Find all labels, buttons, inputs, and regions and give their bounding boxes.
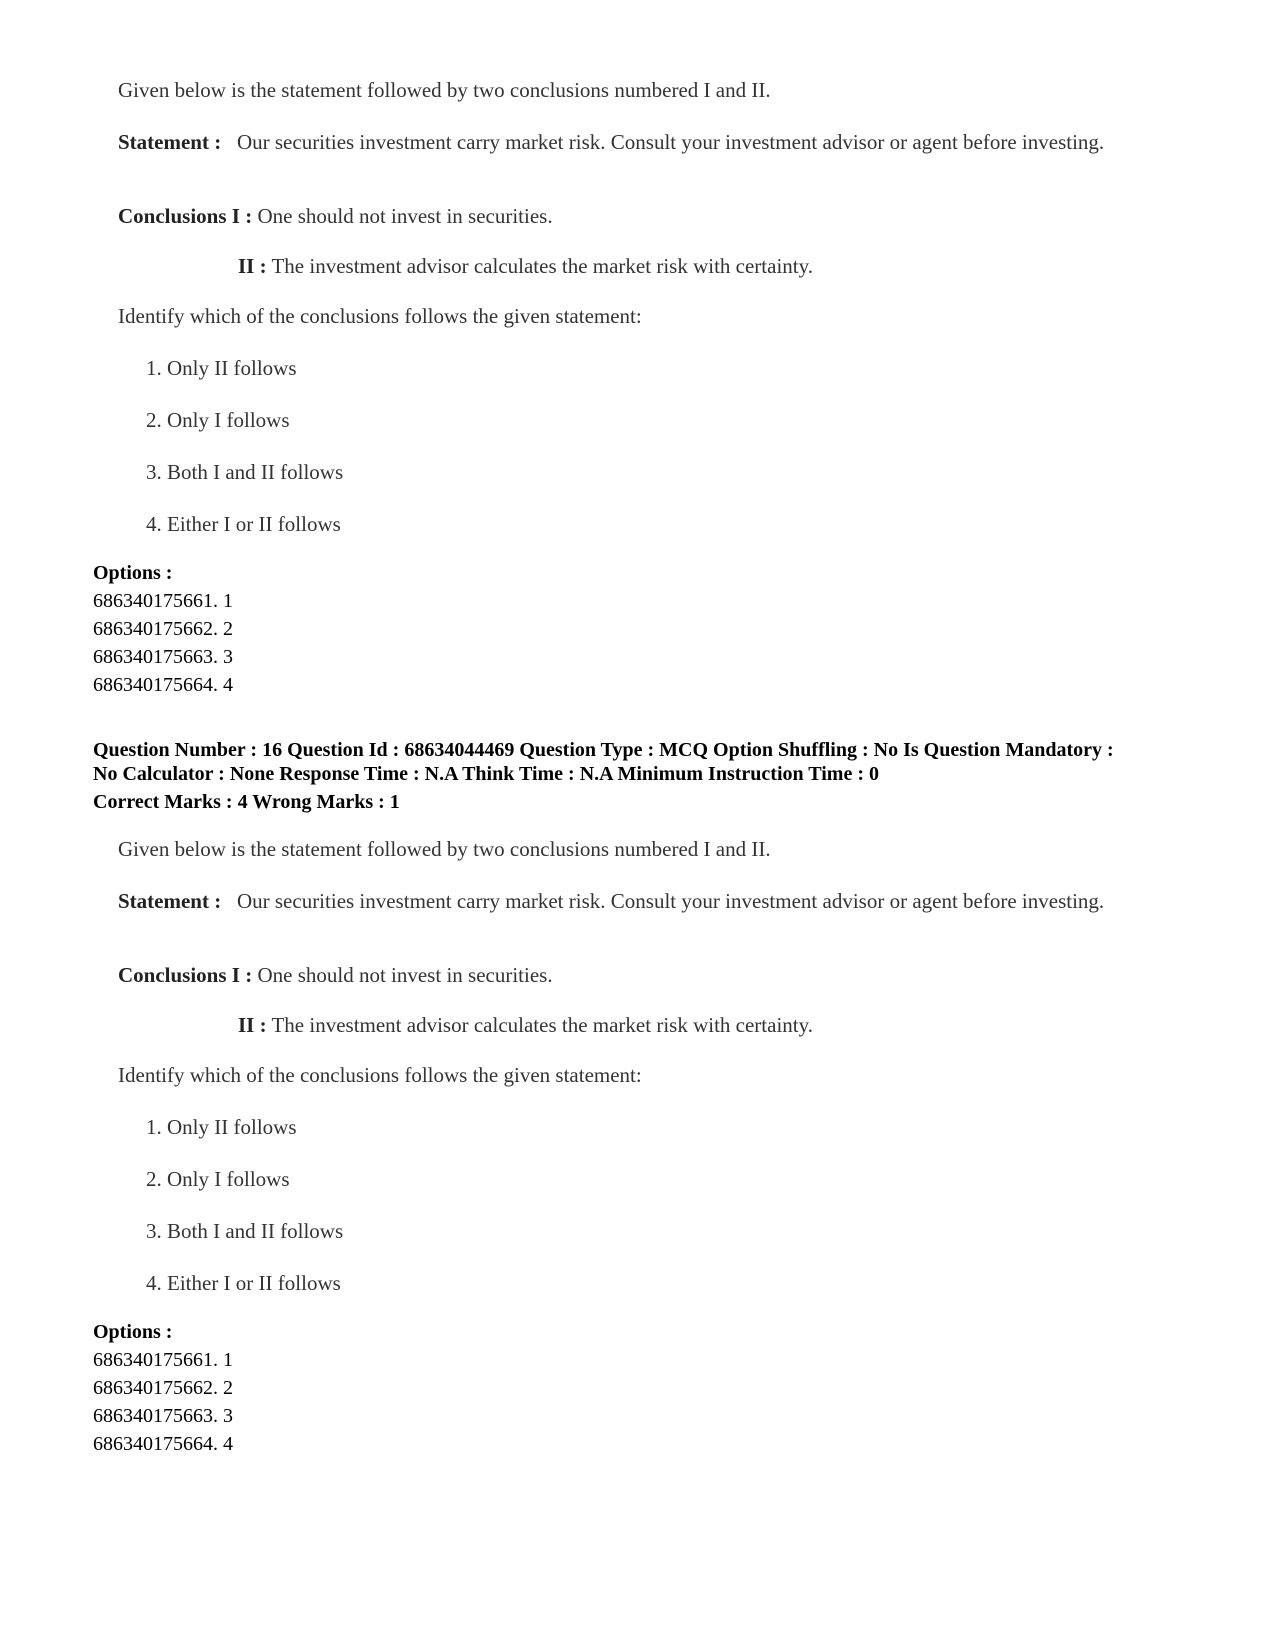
choice-item: 3. Both I and II follows xyxy=(146,1219,344,1243)
options-title: Options : xyxy=(93,1321,173,1343)
option-id: 686340175662. 2 xyxy=(93,1377,233,1399)
conclusion-1-label: Conclusions I : xyxy=(118,204,253,228)
conclusion-2-label: II : xyxy=(238,254,267,278)
option-id: 686340175662. 2 xyxy=(93,618,233,640)
question-meta-line-1: Question Number : 16 Question Id : 68634044469 Question Type : MCQ Option Shuffling : No Is Question Mandatory : xyxy=(93,739,1114,761)
option-id: 686340175664. 4 xyxy=(93,1433,233,1455)
conclusion-1 xyxy=(118,204,553,229)
choice-item: 2. Only I follows xyxy=(146,1167,290,1191)
conclusion-2 xyxy=(238,1013,813,1038)
conclusion-2 xyxy=(238,254,813,279)
option-id: 686340175664. 4 xyxy=(93,674,233,696)
option-id: 686340175663. 3 xyxy=(93,1405,233,1427)
choice-item: 2. Only I follows xyxy=(146,408,290,432)
option-id: 686340175663. 3 xyxy=(93,646,233,668)
conclusion-1-label: Conclusions I : xyxy=(118,963,253,987)
conclusion-1-text: One should not invest in securities. xyxy=(257,963,553,987)
conclusion-2-label: II : xyxy=(238,1013,267,1037)
question-meta-line-2: No Calculator : None Response Time : N.A Think Time : N.A Minimum Instruction Time : 0 xyxy=(93,763,879,785)
choice-item: 1. Only II follows xyxy=(146,356,297,380)
option-id: 686340175661. 1 xyxy=(93,1349,233,1371)
statement xyxy=(118,128,1178,156)
choice-item: 4. Either I or II follows xyxy=(146,1271,341,1295)
statement-label: Statement : xyxy=(118,889,222,913)
question-prompt: Identify which of the conclusions follows the given statement: xyxy=(118,1063,642,1087)
option-id: 686340175661. 1 xyxy=(93,590,233,612)
options-title: Options : xyxy=(93,562,173,584)
conclusion-1-text: One should not invest in securities. xyxy=(257,204,553,228)
conclusion-1 xyxy=(118,963,553,988)
conclusion-2-text: The investment advisor calculates the market risk with certainty. xyxy=(271,1013,814,1037)
choice-item: 3. Both I and II follows xyxy=(146,460,344,484)
question-intro: Given below is the statement followed by two conclusions numbered I and II. xyxy=(118,837,771,861)
statement xyxy=(118,887,1178,915)
statement-label: Statement : xyxy=(118,130,222,154)
conclusion-2-text: The investment advisor calculates the market risk with certainty. xyxy=(271,254,814,278)
question-prompt: Identify which of the conclusions follows the given statement: xyxy=(118,304,642,328)
question-16-meta xyxy=(93,738,1193,814)
statement-text: Our securities investment carry market risk. Consult your investment advisor or agent before investing. xyxy=(236,889,1105,913)
question-intro: Given below is the statement followed by two conclusions numbered I and II. xyxy=(118,78,771,102)
statement-text: Our securities investment carry market risk. Consult your investment advisor or agent before investing. xyxy=(236,130,1105,154)
choice-item: 1. Only II follows xyxy=(146,1115,297,1139)
choice-item: 4. Either I or II follows xyxy=(146,512,341,536)
question-marks: Correct Marks : 4 Wrong Marks : 1 xyxy=(93,791,400,813)
